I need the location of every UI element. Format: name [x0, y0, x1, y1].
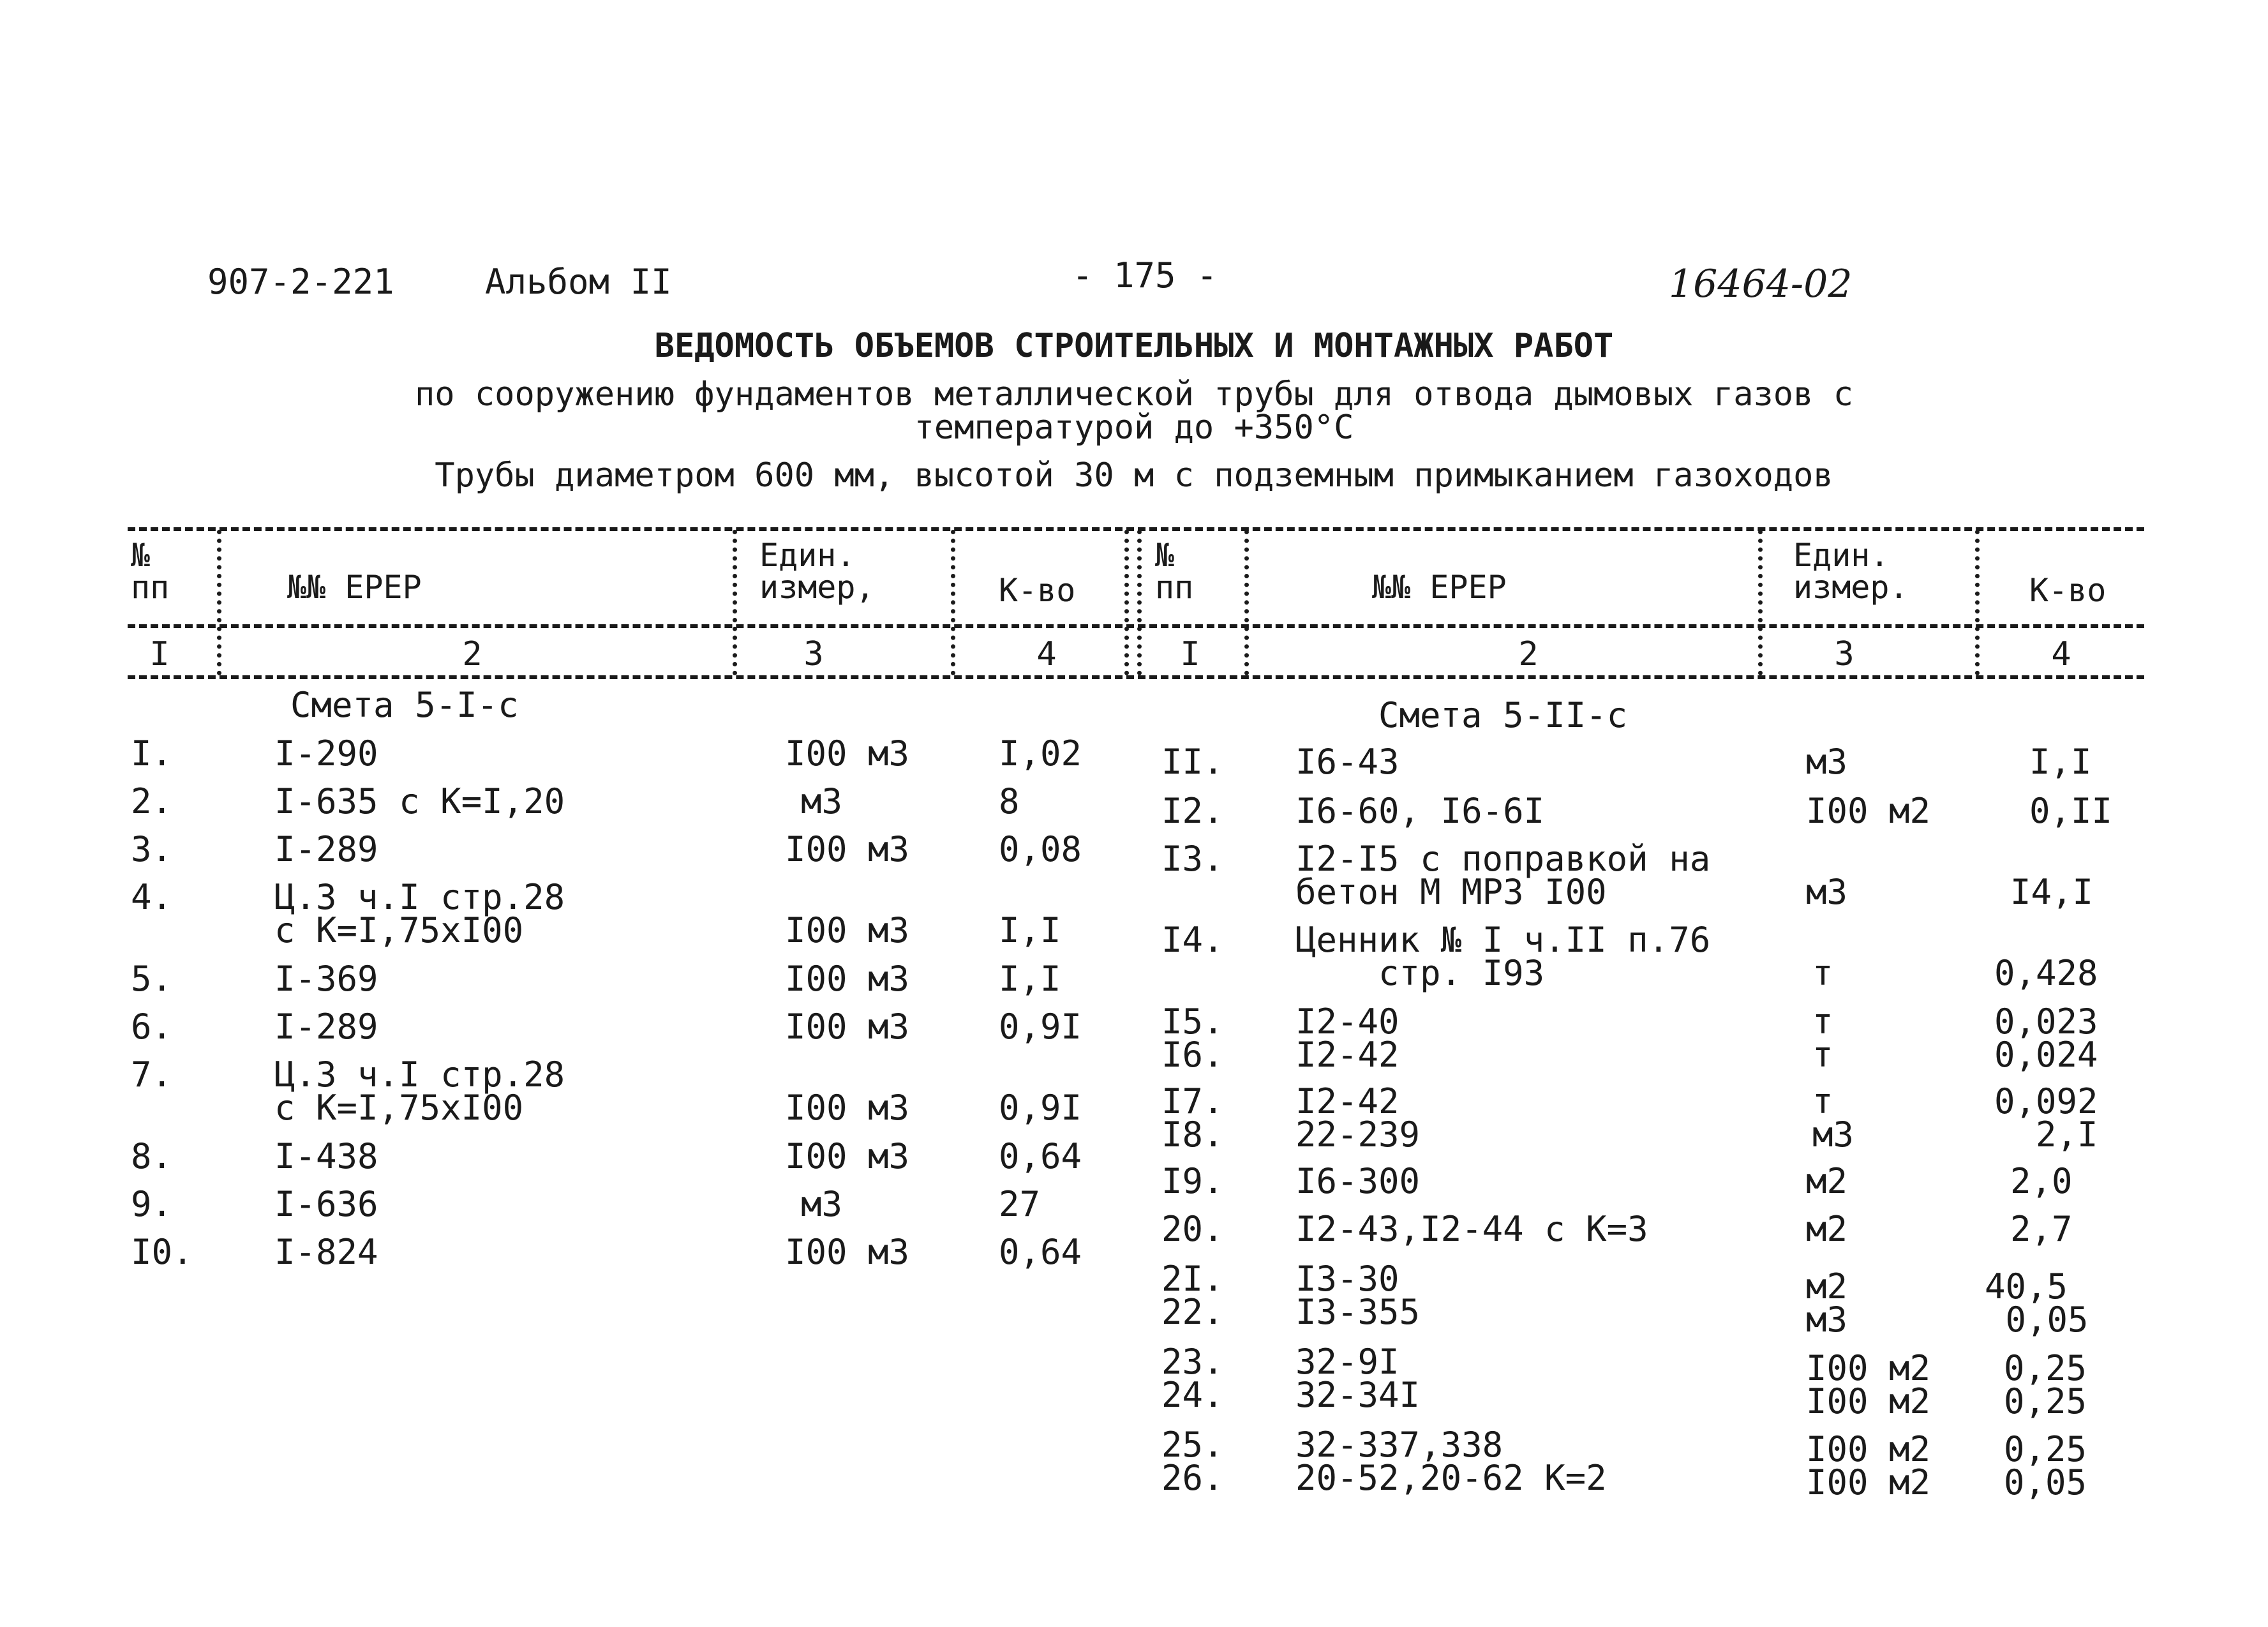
- row-number: I0.: [131, 1232, 193, 1272]
- handwritten-doc-number: 16464-02: [1669, 262, 1853, 306]
- document-title: ВЕДОМОСТЬ ОБЪЕМОВ СТРОИТЕЛЬНЫХ И МОНТАЖНЫХ РАБОТ: [654, 327, 1614, 365]
- row-qty: 0,25 0,05: [2004, 1429, 2087, 1503]
- row-unit: м3: [1806, 872, 1848, 912]
- row-number: I4.: [1161, 920, 1224, 960]
- row-number: 4.: [131, 877, 173, 917]
- row-qty: 0,25 0,25: [2004, 1348, 2087, 1421]
- row-qty: I,02: [999, 733, 1082, 774]
- row-qty: 0,092 2,I: [1994, 1081, 2098, 1155]
- document-subtitle-line3: Трубы диаметром 600 мм, высотой 30 м с подземным примыканием газоходов: [435, 456, 1833, 495]
- row-unit: м3: [801, 781, 843, 821]
- table-top-rule: [128, 527, 2144, 531]
- row-number: 2.: [131, 781, 173, 821]
- table-mid-rule: [128, 624, 2144, 628]
- row-unit: м2: [1806, 1161, 1848, 1201]
- section-label-right: Смета 5-II-с: [1378, 695, 1628, 735]
- col-header-qty: К-во: [999, 572, 1076, 609]
- row-code: I-636: [274, 1184, 378, 1224]
- row-unit: I00 м3: [785, 1088, 910, 1128]
- row-number: 2I. 22.: [1161, 1259, 1224, 1332]
- row-number: 23. 24.: [1161, 1342, 1224, 1415]
- row-qty: I,I: [999, 910, 1061, 950]
- col-header-qty-right: К-во: [2029, 572, 2107, 609]
- header-separator: [1244, 530, 1249, 675]
- row-number: 6.: [131, 1007, 173, 1047]
- row-code: I6-300: [1295, 1161, 1421, 1201]
- header-separator: [1758, 530, 1763, 675]
- document-subtitle-line2: температурой до +350°С: [914, 409, 1354, 447]
- row-code: I2-40 I2-42: [1295, 1001, 1399, 1075]
- row-unit: I00 м3: [785, 959, 910, 999]
- row-unit: м3: [1806, 742, 1848, 782]
- row-code: I-369: [274, 959, 378, 999]
- col-header-erer: №№ ЕРЕР: [287, 569, 422, 606]
- row-unit: I00 м3: [785, 733, 910, 774]
- header-separator: [217, 530, 221, 675]
- col-number-1-right: I: [1180, 635, 1200, 673]
- row-code: I2-43,I2-44 с К=3: [1295, 1209, 1648, 1249]
- row-unit: I00 м3: [785, 1232, 910, 1272]
- row-unit: I00 м3: [785, 910, 910, 950]
- col-header-number-right: № пп: [1155, 537, 1194, 606]
- row-number: 7.: [131, 1054, 173, 1095]
- row-code: I2-42 22-239: [1295, 1081, 1421, 1155]
- page-number: - 175 -: [1072, 255, 1218, 296]
- row-qty: 2,0: [2010, 1161, 2073, 1201]
- col-number-2: 2: [462, 635, 482, 673]
- row-code: I-824: [274, 1232, 378, 1272]
- table-header-bottom-rule: [128, 675, 2144, 679]
- col-header-unit: Един. измер,: [759, 537, 875, 606]
- row-code: Ц.3 ч.I стр.28 с К=I,75хI00: [274, 1054, 565, 1128]
- row-unit: I00 м3: [785, 1007, 910, 1047]
- row-qty: I,I: [2029, 742, 2092, 782]
- row-qty: 0,9I: [999, 1007, 1082, 1047]
- row-number: 9.: [131, 1184, 173, 1224]
- row-qty: I4,I: [2010, 872, 2094, 912]
- col-header-erer-right: №№ ЕРЕР: [1372, 569, 1507, 606]
- row-number: 3.: [131, 829, 173, 869]
- document-code: 907-2-221: [207, 262, 394, 302]
- header-separator: [1124, 530, 1129, 675]
- col-number-3-right: 3: [1834, 635, 1854, 673]
- row-number: I7. I8.: [1161, 1081, 1224, 1155]
- header-separator: [733, 530, 737, 675]
- row-number: 25. 26.: [1161, 1425, 1224, 1498]
- col-header-number: № пп: [131, 537, 170, 606]
- header-separator: [1975, 530, 1980, 675]
- row-qty: 0,64: [999, 1136, 1082, 1176]
- col-number-2-right: 2: [1518, 635, 1539, 673]
- row-unit: т м3: [1812, 1081, 1854, 1155]
- row-code: I-289: [274, 1007, 378, 1047]
- col-number-1: I: [149, 635, 170, 673]
- row-unit: м3: [801, 1184, 843, 1224]
- document-subtitle-line1: по сооружению фундаментов металлической трубы для отвода дымовых газов с: [414, 375, 1854, 414]
- row-unit: I00 м2: [1806, 791, 1931, 831]
- col-number-4-right: 4: [2051, 635, 2071, 673]
- row-qty: 0,64: [999, 1232, 1082, 1272]
- row-unit: т т: [1812, 1001, 1833, 1075]
- row-code: I6-43: [1295, 742, 1399, 782]
- row-code: I6-60, I6-6I: [1295, 791, 1545, 831]
- row-unit: т: [1812, 953, 1833, 993]
- row-code: I2-I5 с поправкой на бетон М МРЗ I00: [1295, 839, 1711, 912]
- header-separator: [1137, 530, 1142, 675]
- row-unit: м2: [1806, 1209, 1848, 1249]
- row-number: 8.: [131, 1136, 173, 1176]
- row-unit: I00 м2 I00 м2: [1806, 1429, 1931, 1503]
- col-header-unit-right: Един. измер.: [1793, 537, 1909, 606]
- row-code: I3-30 I3-355: [1295, 1259, 1421, 1332]
- row-qty: 27: [999, 1184, 1041, 1224]
- row-qty: 0,023 0,024: [1994, 1001, 2098, 1075]
- row-qty: 40,5 0,05: [1985, 1266, 2089, 1340]
- row-qty: 0,428: [1994, 953, 2098, 993]
- row-code: I-635 с К=I,20: [274, 781, 565, 821]
- row-qty: 0,II: [2029, 791, 2113, 831]
- row-unit: I00 м3: [785, 1136, 910, 1176]
- row-number: 5.: [131, 959, 173, 999]
- row-number: I.: [131, 733, 173, 774]
- row-code: Ц.3 ч.I стр.28 с К=I,75хI00: [274, 877, 565, 950]
- row-qty: 2,7: [2010, 1209, 2073, 1249]
- row-qty: I,I: [999, 959, 1061, 999]
- row-qty: 0,08: [999, 829, 1082, 869]
- section-label-left: Смета 5-I-с: [290, 685, 519, 725]
- row-code: I-438: [274, 1136, 378, 1176]
- row-code: I-289: [274, 829, 378, 869]
- row-code: Ценник № I ч.II п.76 стр. I93: [1295, 920, 1711, 993]
- col-number-4: 4: [1036, 635, 1057, 673]
- row-number: I2.: [1161, 791, 1224, 831]
- row-number: 20.: [1161, 1209, 1224, 1249]
- row-unit: м2 м3: [1806, 1266, 1848, 1340]
- col-number-3: 3: [803, 635, 824, 673]
- header-separator: [951, 530, 955, 675]
- row-code: I-290: [274, 733, 378, 774]
- row-qty: 8: [999, 781, 1020, 821]
- row-code: 32-337,338 20-52,20-62 К=2: [1295, 1425, 1607, 1498]
- row-number: I9.: [1161, 1161, 1224, 1201]
- album-label: Альбом II: [485, 262, 672, 302]
- row-qty: 0,9I: [999, 1088, 1082, 1128]
- row-number: II.: [1161, 742, 1224, 782]
- row-code: 32-9I 32-34I: [1295, 1342, 1421, 1415]
- row-unit: I00 м2 I00 м2: [1806, 1348, 1931, 1421]
- row-number: I5. I6.: [1161, 1001, 1224, 1075]
- row-unit: I00 м3: [785, 829, 910, 869]
- row-number: I3.: [1161, 839, 1224, 879]
